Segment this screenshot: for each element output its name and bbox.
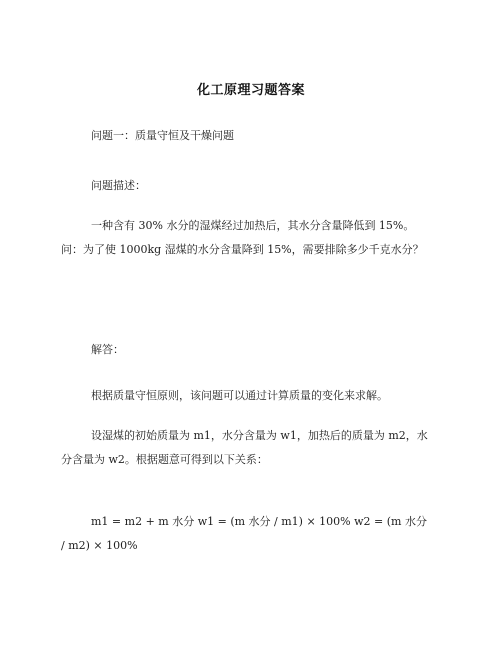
section-heading: 问题一：质量守恒及干燥问题 (91, 129, 234, 142)
problem-text: 一种含有 30% 水分的湿煤经过加热后，其水分含量降低到 15%。问：为了使 1000kg 湿煤的水分含量降到 15%，需要排除多少千克水分？ (61, 219, 424, 256)
equations: m1 = m2 + m 水分 w1 = (m 水分 / m1) × 100% w2 = (m 水分 / m2) × 100% (61, 515, 427, 552)
problem-description-label: 问题描述： (91, 179, 146, 192)
answer-intro: 根据质量守恒原则，该问题可以通过计算质量的变化来求解。 (91, 389, 388, 402)
answer-label: 解答： (91, 343, 124, 356)
document-title: 化工原理习题答案 (196, 83, 305, 98)
variable-definitions: 设湿煤的初始质量为 m1，水分含量为 w1，加热后的质量为 m2，水分含量为 w2。根据题意可得到以下关系： (61, 429, 428, 466)
